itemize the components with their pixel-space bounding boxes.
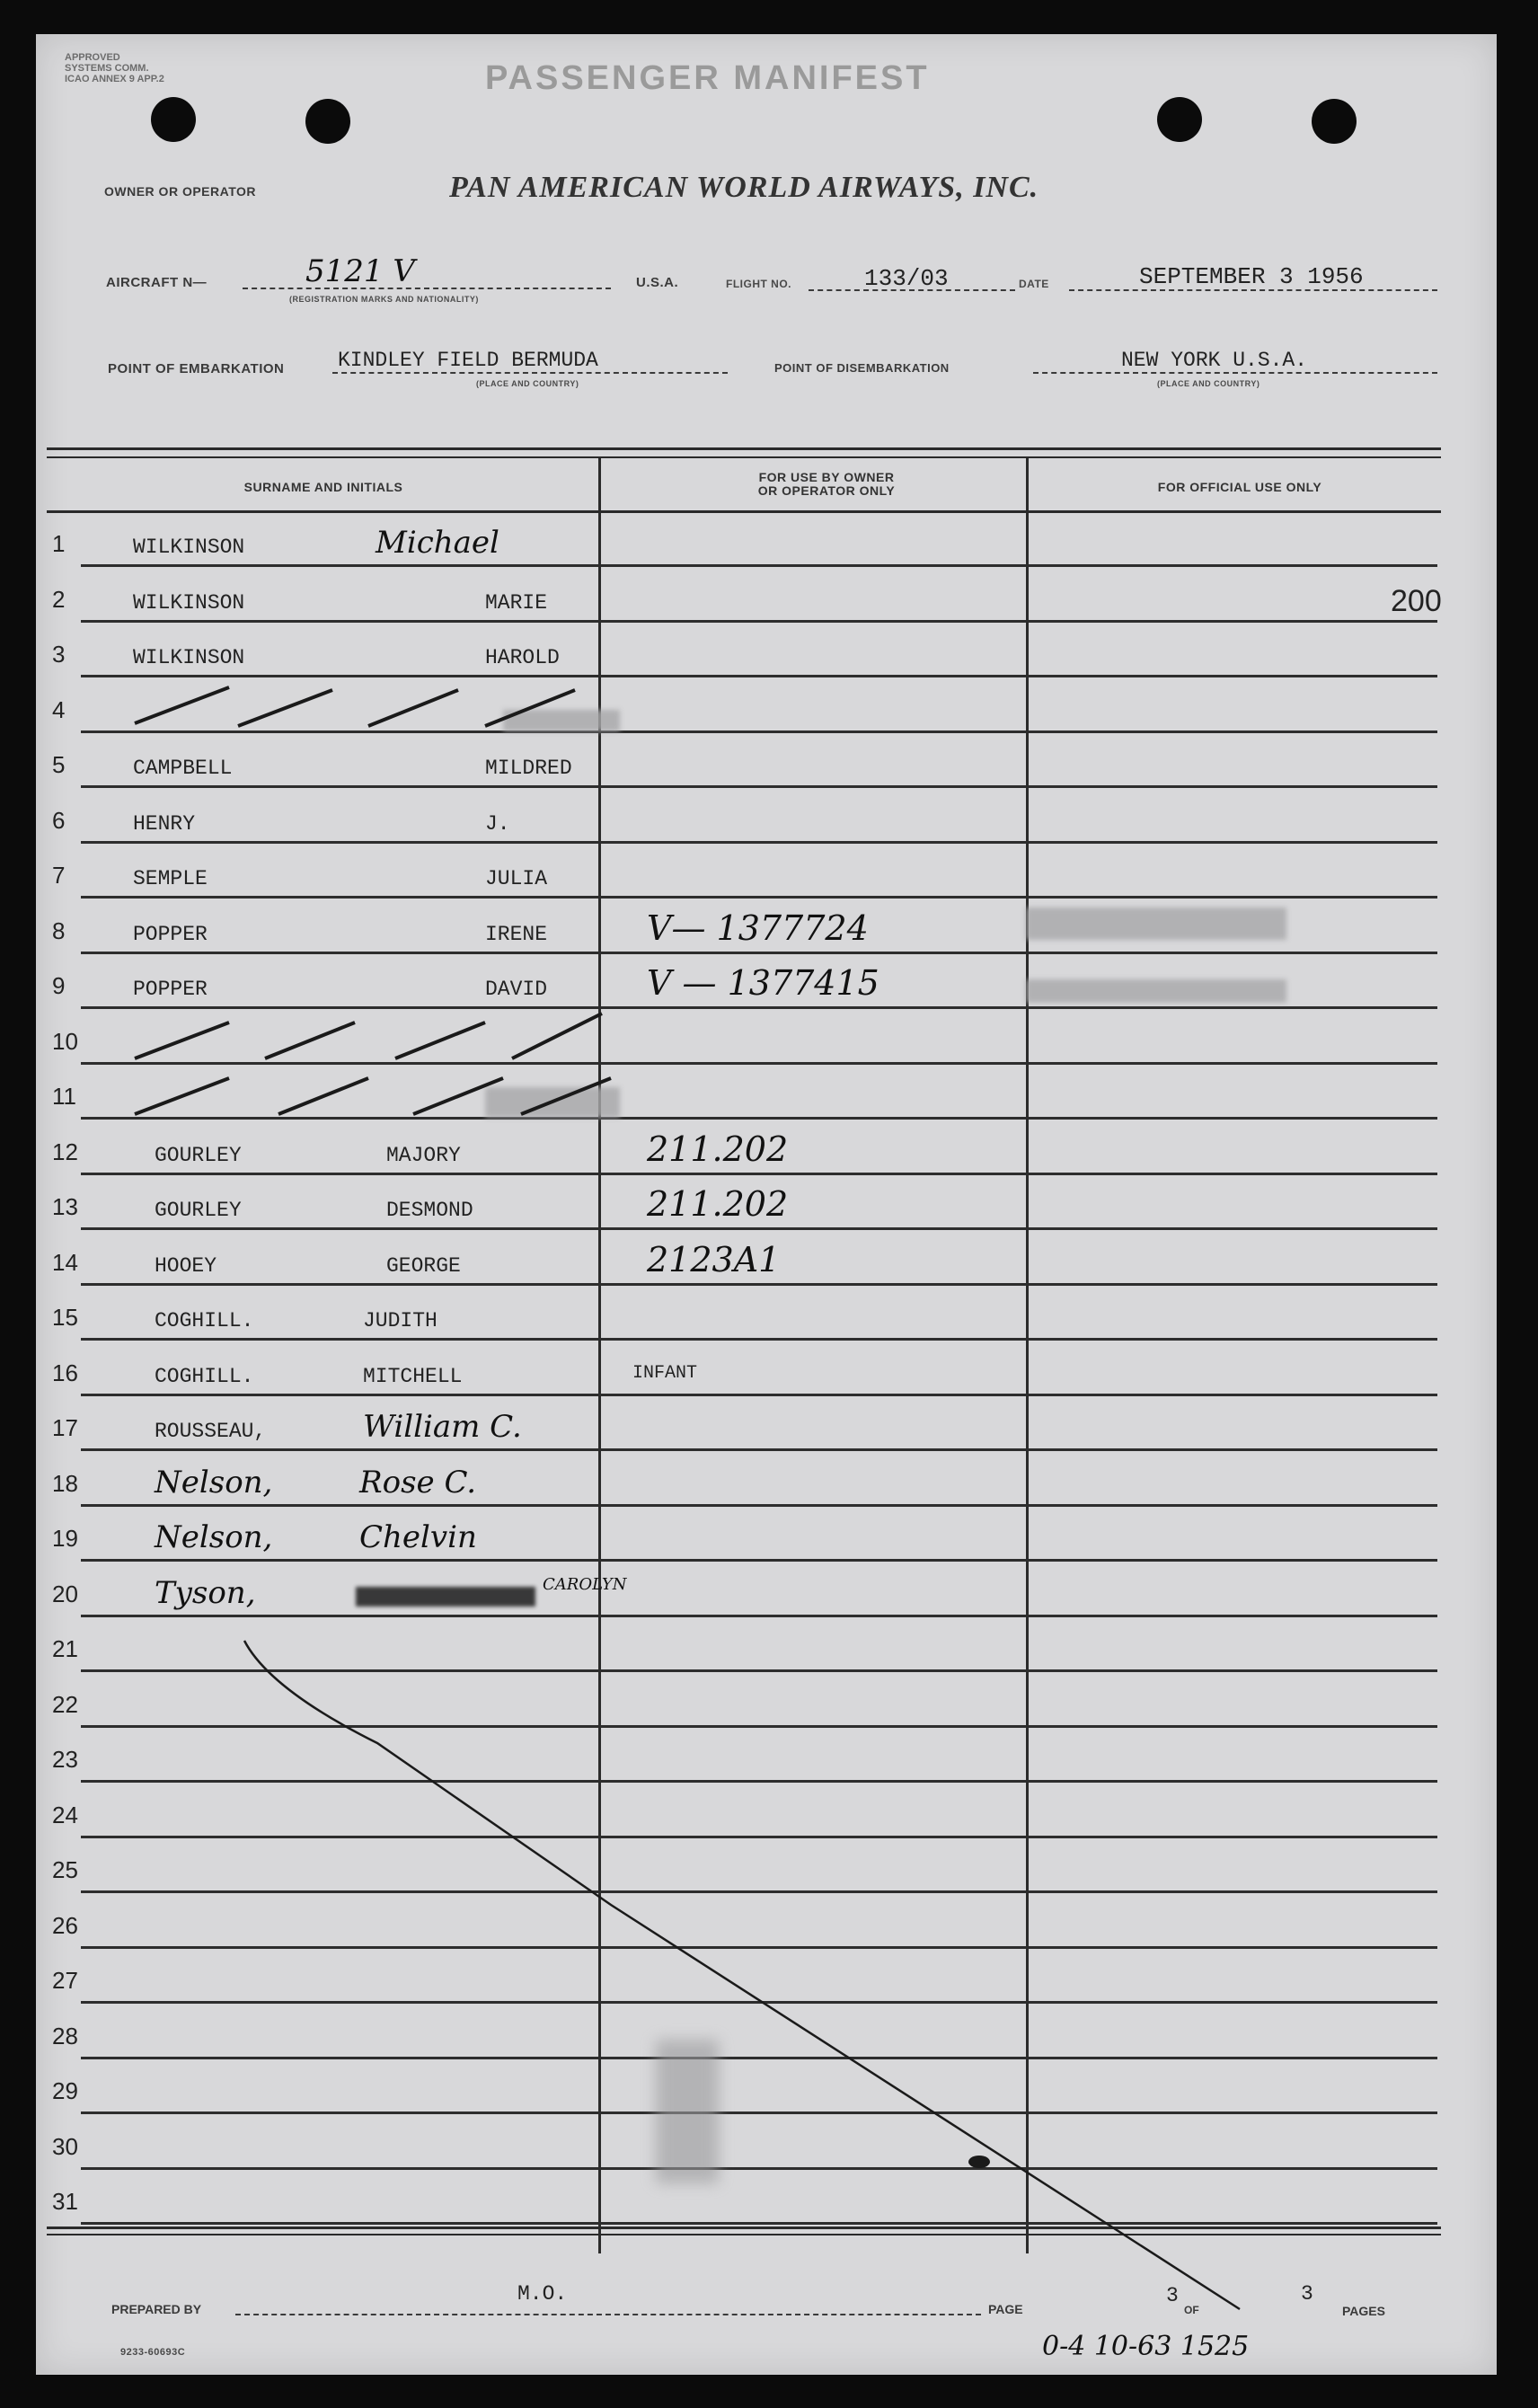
passenger-surname: POPPER — [133, 922, 208, 946]
operator-entry: V— 1377724 — [647, 907, 869, 948]
row-number: 13 — [52, 1193, 78, 1220]
passenger-given-name: JULIA — [485, 867, 548, 890]
col-header-official: FOR OFFICIAL USE ONLY — [1157, 480, 1322, 494]
disembarkation-value: NEW YORK U.S.A. — [1121, 349, 1308, 372]
approval-stamp: APPROVED SYSTEMS COMM. ICAO ANNEX 9 APP.2 — [65, 52, 164, 84]
flight-date: SEPTEMBER 3 1956 — [1139, 263, 1364, 290]
passenger-surname: POPPER — [133, 978, 208, 1001]
row-number: 4 — [52, 695, 66, 723]
passenger-surname: SEMPLE — [133, 867, 208, 890]
page-total: 3 — [1301, 2282, 1313, 2306]
operator-name: PAN AMERICAN WORLD AIRWAYS, INC. — [449, 171, 1039, 204]
row-number: 16 — [52, 1359, 78, 1386]
row-number: 15 — [52, 1304, 78, 1331]
of-label: OF — [1184, 2304, 1199, 2316]
row-number: 22 — [52, 1690, 78, 1718]
operator-entry: V — 1377415 — [647, 963, 879, 1003]
col-header-operator: FOR USE BY OWNER OR OPERATOR ONLY — [757, 470, 896, 498]
row-number: 19 — [52, 1525, 78, 1552]
operator-entry: 211.202 — [647, 1184, 789, 1224]
row-number: 10 — [52, 1027, 78, 1055]
passenger-surname: COGHILL. — [155, 1364, 254, 1388]
row-number: 24 — [52, 1801, 78, 1828]
operator-entry: INFANT — [632, 1362, 698, 1384]
row-number: 28 — [52, 2022, 78, 2049]
passenger-given-name: GEORGE — [386, 1253, 461, 1278]
date-label: DATE — [1019, 278, 1049, 290]
embarkation-sub: (PLACE AND COUNTRY) — [476, 379, 579, 388]
ink-dot — [968, 2156, 990, 2168]
passenger-given-name: HAROLD — [485, 646, 560, 669]
void-diagonal-line — [244, 1641, 1240, 2309]
row-number: 7 — [52, 862, 66, 889]
row-number: 2 — [52, 585, 66, 613]
passenger-given-name: Michael — [376, 525, 499, 561]
passenger-surname: Nelson, — [155, 1464, 273, 1501]
disembarkation-sub: (PLACE AND COUNTRY) — [1157, 379, 1260, 388]
row-number: 23 — [52, 1746, 78, 1773]
form-title: PASSENGER MANIFEST — [485, 59, 930, 97]
side-note-200: 200 — [1391, 584, 1442, 618]
passenger-surname: GOURLEY — [155, 1143, 242, 1167]
usa-label: U.S.A. — [636, 275, 679, 290]
row-number: 17 — [52, 1414, 78, 1441]
row-number: 20 — [52, 1580, 78, 1607]
passenger-surname: HENRY — [133, 811, 196, 836]
passenger-given-name: DESMOND — [386, 1199, 473, 1222]
row-number: 14 — [52, 1248, 78, 1276]
row-number: 8 — [52, 916, 66, 944]
passenger-given-name: IRENE — [485, 922, 548, 946]
passenger-given-name: MITCHELL — [363, 1364, 463, 1388]
passenger-given-name: Chelvin — [359, 1519, 477, 1555]
prepared-mo: M.O. — [517, 2282, 568, 2306]
aircraft-value: 5121 V — [305, 253, 415, 289]
prepared-by-label: PREPARED BY — [111, 2302, 202, 2316]
row-number: 18 — [52, 1469, 78, 1497]
row-number: 9 — [52, 972, 66, 999]
passenger-given-name: William C. — [363, 1409, 522, 1445]
embarkation-value: KINDLEY FIELD BERMUDA — [338, 349, 598, 372]
passenger-surname: WILKINSON — [133, 590, 245, 615]
passenger-surname: WILKINSON — [133, 536, 245, 559]
disembarkation-label: POINT OF DISEMBARKATION — [774, 361, 950, 375]
row-number: 25 — [52, 1856, 78, 1883]
operator-entry: 211.202 — [647, 1129, 789, 1169]
passenger-given-name: Rose C. — [359, 1464, 477, 1501]
passenger-surname: CAMPBELL — [133, 757, 233, 780]
flight-label: FLIGHT NO. — [726, 278, 791, 290]
pages-label: PAGES — [1342, 2304, 1385, 2318]
strike-marks — [135, 687, 611, 1114]
row-number: 3 — [52, 641, 66, 668]
operator-entry: 2123A1 — [647, 1239, 781, 1279]
passenger-surname: GOURLEY — [155, 1199, 242, 1222]
embarkation-label: POINT OF EMBARKATION — [108, 361, 285, 376]
passenger-surname: COGHILL. — [155, 1309, 254, 1332]
passenger-given-name: MAJORY — [386, 1143, 461, 1167]
passenger-surname: WILKINSON — [133, 646, 245, 669]
passenger-given-name: JUDITH — [363, 1309, 438, 1332]
owner-label: OWNER OR OPERATOR — [104, 184, 256, 199]
row-number: 26 — [52, 1911, 78, 1939]
row-number: 12 — [52, 1138, 78, 1165]
handwritten-note: 0-4 10-63 1525 — [1042, 2331, 1250, 2362]
row-number: 30 — [52, 2132, 78, 2160]
passenger-given-name: J. — [485, 811, 510, 836]
passenger-surname: HOOEY — [155, 1253, 217, 1278]
passenger-surname: ROUSSEAU, — [155, 1420, 267, 1443]
passenger-surname: Nelson, — [155, 1519, 273, 1555]
prepared-line — [235, 2314, 981, 2315]
row-number: 5 — [52, 751, 66, 778]
row-number: 21 — [52, 1635, 78, 1662]
col-header-surname: SURNAME AND INITIALS — [243, 480, 403, 494]
row-number: 31 — [52, 2188, 78, 2215]
passenger-given-name: CAROLYN — [543, 1574, 627, 1594]
form-code: 9233-60693C — [120, 2347, 186, 2358]
passenger-given-name: MARIE — [485, 590, 548, 615]
row-number: 27 — [52, 1967, 78, 1994]
aircraft-sub: (REGISTRATION MARKS AND NATIONALITY) — [289, 295, 479, 304]
row-number: 1 — [52, 530, 66, 557]
flight-number: 133/03 — [864, 265, 949, 292]
page-label: PAGE — [988, 2302, 1023, 2316]
passenger-given-name: MILDRED — [485, 757, 572, 780]
row-number: 6 — [52, 806, 66, 834]
page-number: 3 — [1166, 2284, 1179, 2307]
passenger-given-name: DAVID — [485, 978, 548, 1001]
row-number: 29 — [52, 2077, 78, 2104]
row-number: 11 — [52, 1083, 76, 1110]
passenger-surname: Tyson, — [155, 1574, 256, 1611]
aircraft-label: AIRCRAFT N— — [106, 275, 208, 290]
